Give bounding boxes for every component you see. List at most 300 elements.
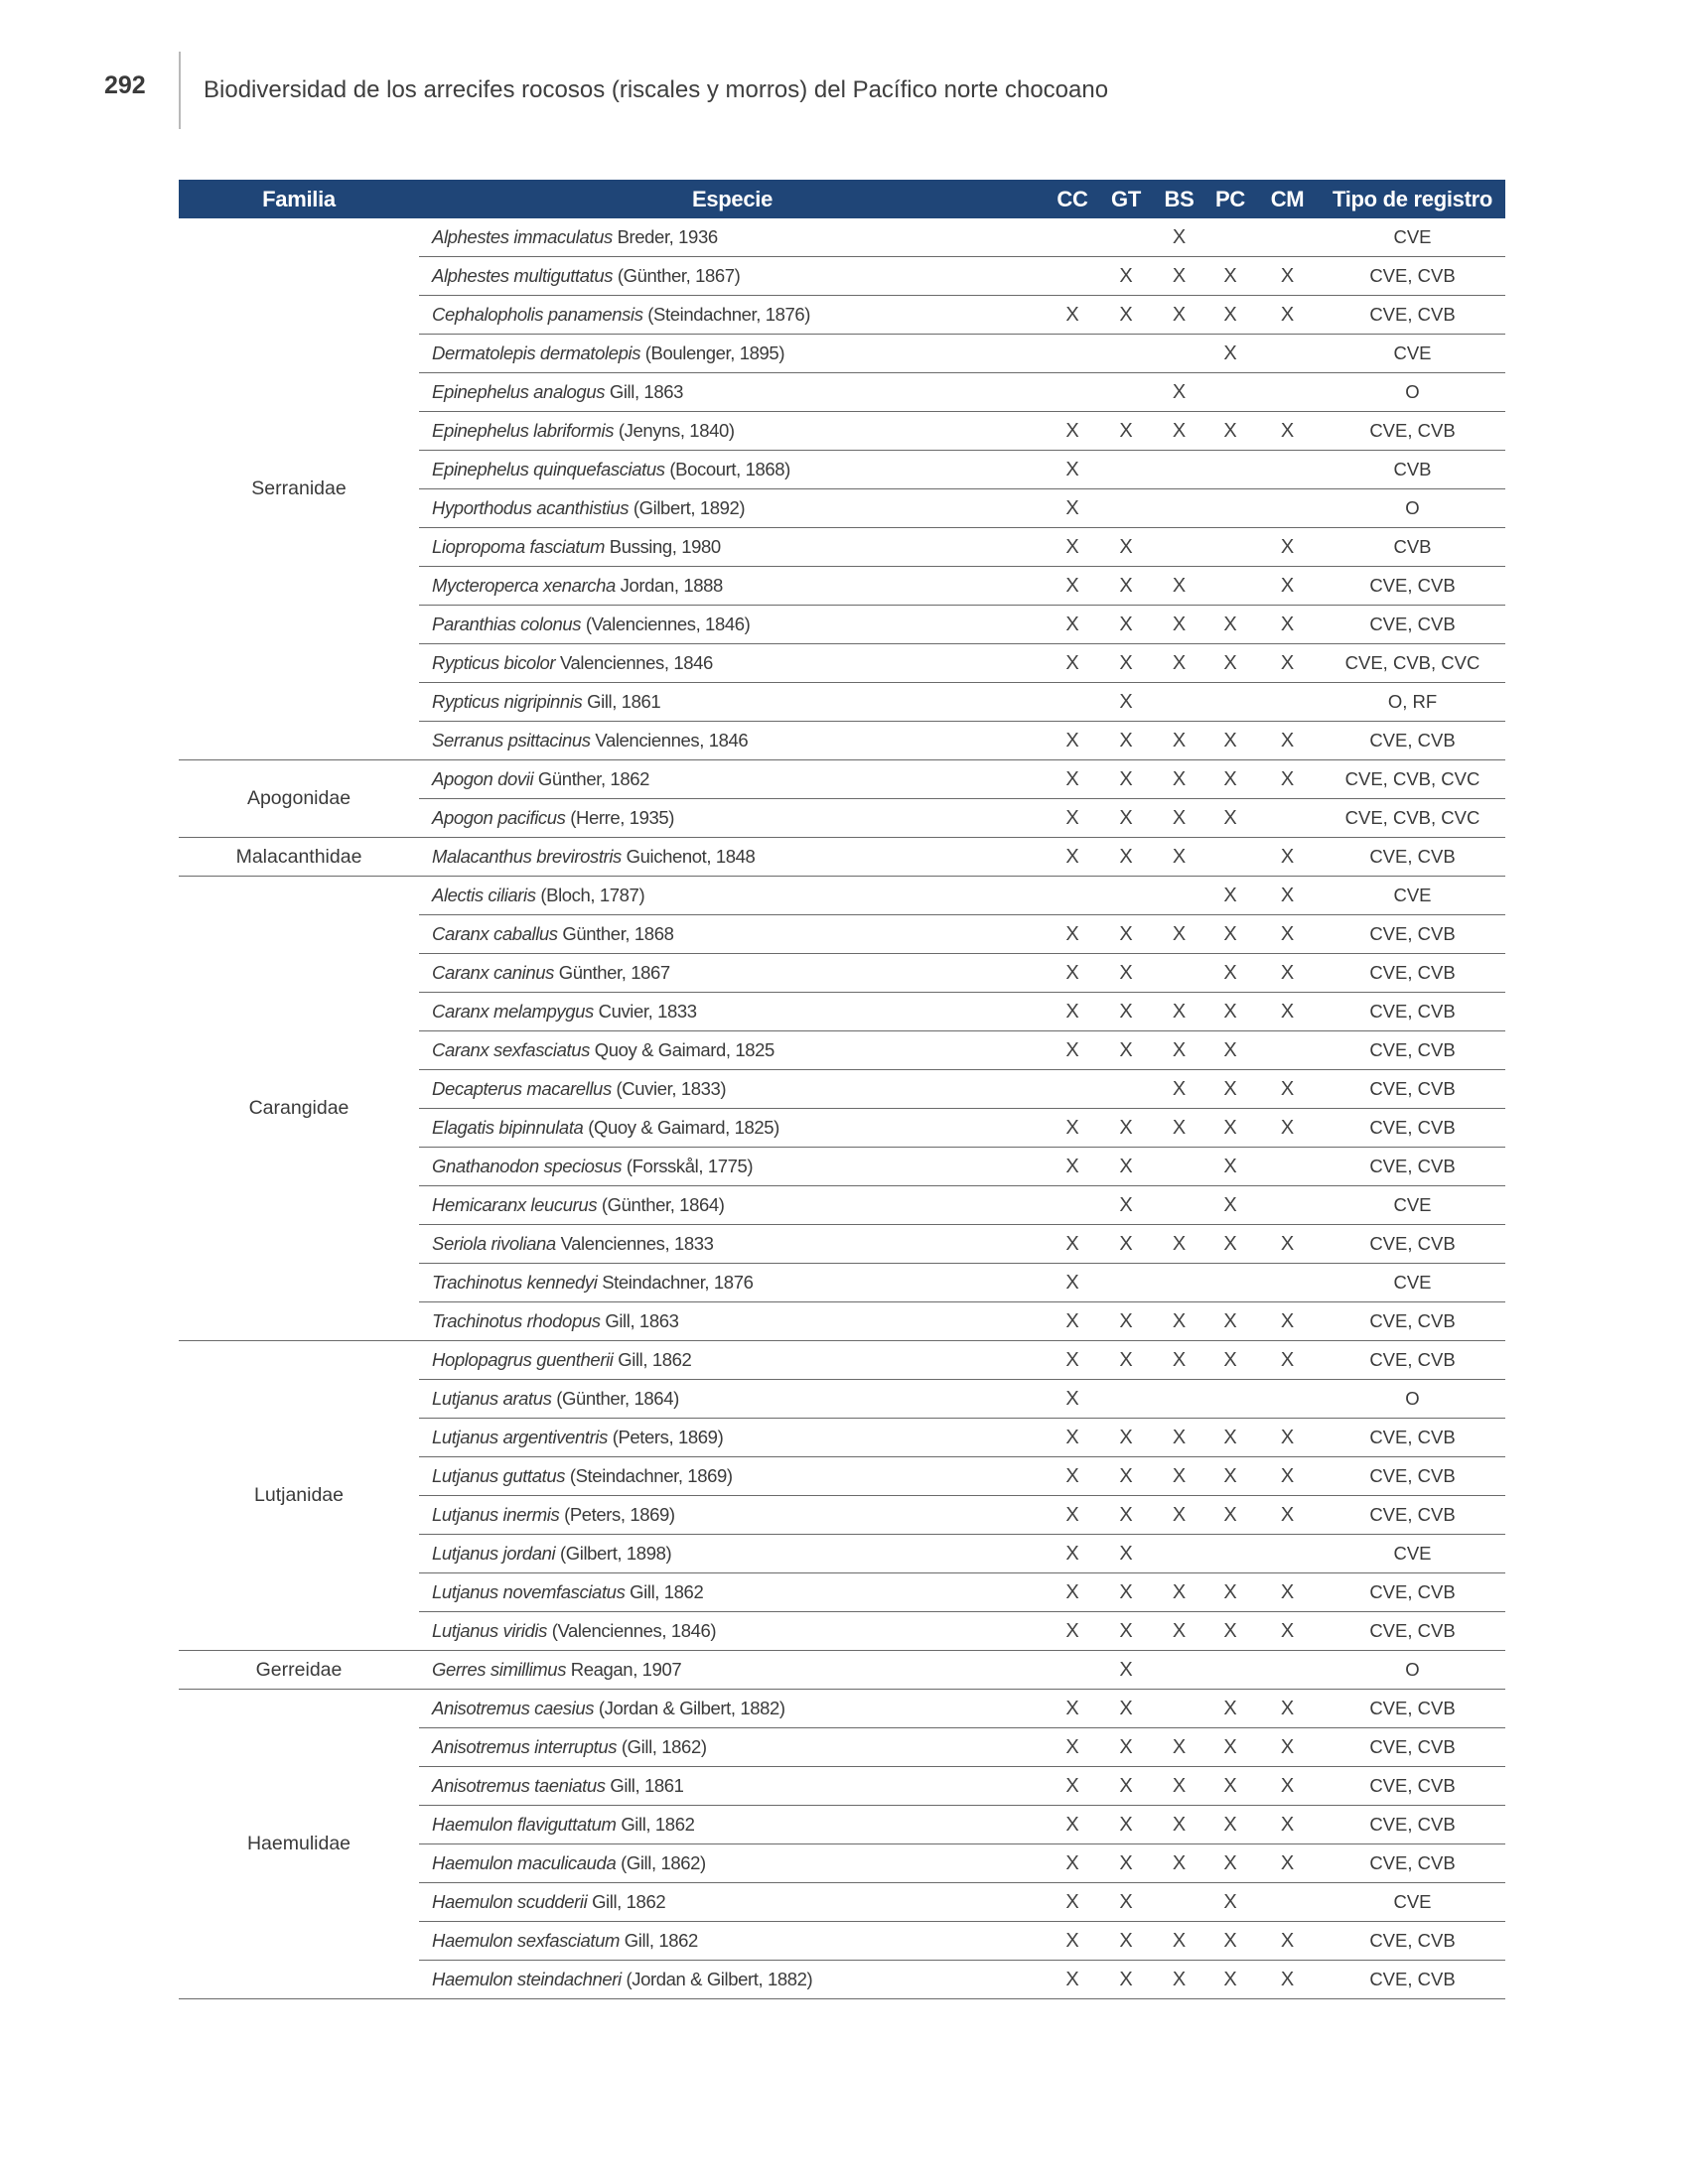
species-cell <box>419 1302 1046 1341</box>
presence-mark-gt: X <box>1099 1961 1153 1999</box>
presence-mark-pc: X <box>1205 1148 1255 1186</box>
family-cell: Gerreidae <box>179 1651 419 1690</box>
page-header <box>0 0 1688 139</box>
species-authority: Günther, 1867 <box>558 962 670 983</box>
species-authority: Quoy & Gaimard, 1825 <box>594 1039 774 1060</box>
column-header: GT <box>1099 180 1153 218</box>
species-authority: (Gilbert, 1898) <box>559 1543 672 1564</box>
species-authority: Gill, 1863 <box>609 381 683 402</box>
column-header: Especie <box>419 180 1046 218</box>
species-binomial: Epinephelus labriformis <box>432 420 615 441</box>
presence-mark-cc: X <box>1046 1148 1099 1186</box>
species-cell <box>419 218 1046 257</box>
column-header: PC <box>1205 180 1255 218</box>
presence-mark-bs <box>1153 1264 1205 1302</box>
presence-mark-gt: X <box>1099 799 1153 838</box>
species-binomial: Apogon pacificus <box>432 807 566 828</box>
species-authority: Steindachner, 1876 <box>602 1272 754 1293</box>
presence-mark-bs: X <box>1153 1341 1205 1380</box>
record-type-cell: CVE, CVB <box>1320 838 1505 877</box>
presence-mark-gt <box>1099 218 1153 257</box>
presence-mark-bs: X <box>1153 915 1205 954</box>
species-authority: (Jenyns, 1840) <box>618 420 735 441</box>
presence-mark-cm: X <box>1255 877 1320 915</box>
presence-mark-cm <box>1255 1380 1320 1419</box>
presence-mark-gt: X <box>1099 1844 1153 1883</box>
presence-mark-gt: X <box>1099 1419 1153 1457</box>
species-authority: (Herre, 1935) <box>570 807 675 828</box>
record-type-cell: O <box>1320 489 1505 528</box>
presence-mark-bs: X <box>1153 1496 1205 1535</box>
presence-mark-gt: X <box>1099 1031 1153 1070</box>
presence-mark-gt <box>1099 1264 1153 1302</box>
presence-mark-bs <box>1153 1148 1205 1186</box>
species-authority: (Peters, 1869) <box>564 1504 675 1525</box>
presence-mark-gt: X <box>1099 1109 1153 1148</box>
species-authority: Gill, 1862 <box>621 1814 695 1835</box>
presence-mark-gt: X <box>1099 1148 1153 1186</box>
record-type-cell: CVE, CVB <box>1320 915 1505 954</box>
presence-mark-cm: X <box>1255 760 1320 799</box>
presence-mark-cm <box>1255 683 1320 722</box>
presence-mark-cm: X <box>1255 1728 1320 1767</box>
column-header: CM <box>1255 180 1320 218</box>
presence-mark-gt: X <box>1099 412 1153 451</box>
presence-mark-cm: X <box>1255 644 1320 683</box>
presence-mark-gt: X <box>1099 838 1153 877</box>
species-cell <box>419 954 1046 993</box>
presence-mark-bs: X <box>1153 218 1205 257</box>
presence-mark-bs: X <box>1153 412 1205 451</box>
species-binomial: Trachinotus kennedyi <box>432 1272 598 1293</box>
page-number: 292 <box>104 71 146 99</box>
presence-mark-cc: X <box>1046 1922 1099 1961</box>
species-cell <box>419 1031 1046 1070</box>
presence-mark-cm: X <box>1255 954 1320 993</box>
species-authority: (Gill, 1862) <box>621 1736 707 1757</box>
presence-mark-cc: X <box>1046 722 1099 760</box>
presence-mark-pc: X <box>1205 257 1255 296</box>
presence-mark-gt <box>1099 451 1153 489</box>
presence-mark-cm: X <box>1255 1844 1320 1883</box>
species-binomial: Elagatis bipinnulata <box>432 1117 584 1138</box>
species-cell <box>419 644 1046 683</box>
presence-mark-cc: X <box>1046 838 1099 877</box>
record-type-cell: CVE, CVB <box>1320 954 1505 993</box>
presence-mark-cm: X <box>1255 1070 1320 1109</box>
record-type-cell: CVE <box>1320 218 1505 257</box>
presence-mark-pc <box>1205 1651 1255 1690</box>
species-cell <box>419 1496 1046 1535</box>
species-cell <box>419 838 1046 877</box>
presence-mark-gt <box>1099 1380 1153 1419</box>
presence-mark-pc: X <box>1205 1728 1255 1767</box>
record-type-cell: CVE, CVB <box>1320 722 1505 760</box>
presence-mark-cc <box>1046 373 1099 412</box>
record-type-cell: CVB <box>1320 528 1505 567</box>
species-authority: Gill, 1861 <box>587 691 661 712</box>
species-binomial: Mycteroperca xenarcha <box>432 575 616 596</box>
presence-mark-bs: X <box>1153 606 1205 644</box>
presence-mark-cm: X <box>1255 1109 1320 1148</box>
record-type-cell: CVE, CVB <box>1320 1961 1505 1999</box>
species-authority: (Gill, 1862) <box>621 1852 706 1873</box>
species-authority: (Steindachner, 1876) <box>647 304 811 325</box>
record-type-cell: CVE, CVB, CVC <box>1320 644 1505 683</box>
presence-mark-gt <box>1099 1070 1153 1109</box>
species-cell <box>419 1728 1046 1767</box>
presence-mark-bs <box>1153 1883 1205 1922</box>
presence-mark-gt <box>1099 373 1153 412</box>
record-type-cell: CVB <box>1320 451 1505 489</box>
presence-mark-gt: X <box>1099 1496 1153 1535</box>
species-cell <box>419 1341 1046 1380</box>
species-binomial: Caranx melampygus <box>432 1001 594 1022</box>
record-type-cell: CVE, CVB <box>1320 1341 1505 1380</box>
record-type-cell: CVE, CVB <box>1320 1612 1505 1651</box>
species-cell <box>419 1535 1046 1573</box>
species-cell <box>419 489 1046 528</box>
presence-mark-cm <box>1255 1031 1320 1070</box>
presence-mark-bs: X <box>1153 1844 1205 1883</box>
presence-mark-cc: X <box>1046 644 1099 683</box>
presence-mark-gt: X <box>1099 644 1153 683</box>
presence-mark-cc: X <box>1046 954 1099 993</box>
species-authority: (Bloch, 1787) <box>540 885 645 905</box>
species-cell <box>419 1806 1046 1844</box>
record-type-cell: O <box>1320 1380 1505 1419</box>
record-type-cell: CVE, CVB <box>1320 1806 1505 1844</box>
presence-mark-cc <box>1046 335 1099 373</box>
presence-mark-cm: X <box>1255 722 1320 760</box>
presence-mark-cc: X <box>1046 1225 1099 1264</box>
record-type-cell: CVE <box>1320 335 1505 373</box>
presence-mark-bs: X <box>1153 567 1205 606</box>
species-binomial: Caranx sexfasciatus <box>432 1039 590 1060</box>
presence-mark-pc: X <box>1205 1109 1255 1148</box>
record-type-cell: CVE, CVB <box>1320 257 1505 296</box>
presence-mark-cm: X <box>1255 1457 1320 1496</box>
presence-mark-cm: X <box>1255 606 1320 644</box>
presence-mark-pc <box>1205 567 1255 606</box>
species-binomial: Apogon dovii <box>432 768 534 789</box>
species-cell <box>419 257 1046 296</box>
species-authority: (Bocourt, 1868) <box>669 459 790 479</box>
presence-mark-bs: X <box>1153 1225 1205 1264</box>
species-binomial: Alectis ciliaris <box>432 885 536 905</box>
species-cell <box>419 1264 1046 1302</box>
presence-mark-cc: X <box>1046 1302 1099 1341</box>
species-authority: (Steindachner, 1869) <box>569 1465 733 1486</box>
presence-mark-cc: X <box>1046 1767 1099 1806</box>
presence-mark-pc: X <box>1205 1922 1255 1961</box>
presence-mark-cc: X <box>1046 1844 1099 1883</box>
family-cell: Serranidae <box>179 218 419 760</box>
presence-mark-pc: X <box>1205 799 1255 838</box>
species-cell <box>419 335 1046 373</box>
table-row <box>179 1341 1505 1380</box>
species-authority: (Valenciennes, 1846) <box>585 614 751 634</box>
presence-mark-cc: X <box>1046 1031 1099 1070</box>
presence-mark-cm: X <box>1255 567 1320 606</box>
presence-mark-cc: X <box>1046 1690 1099 1728</box>
record-type-cell: CVE, CVB <box>1320 1690 1505 1728</box>
record-type-cell: CVE <box>1320 1186 1505 1225</box>
species-authority: (Günther, 1864) <box>556 1388 679 1409</box>
table-row <box>179 218 1505 257</box>
presence-mark-cc: X <box>1046 915 1099 954</box>
presence-mark-bs: X <box>1153 1302 1205 1341</box>
species-authority: Valenciennes, 1833 <box>560 1233 714 1254</box>
presence-mark-cc: X <box>1046 1728 1099 1767</box>
species-binomial: Haemulon steindachneri <box>432 1969 622 1989</box>
species-cell <box>419 296 1046 335</box>
presence-mark-cc: X <box>1046 1612 1099 1651</box>
species-authority: Gill, 1862 <box>618 1349 692 1370</box>
presence-mark-pc <box>1205 218 1255 257</box>
family-cell: Haemulidae <box>179 1690 419 1999</box>
species-binomial: Serranus psittacinus <box>432 730 591 751</box>
species-binomial: Decapterus macarellus <box>432 1078 612 1099</box>
species-cell <box>419 451 1046 489</box>
species-authority: (Cuvier, 1833) <box>616 1078 727 1099</box>
presence-mark-cm <box>1255 1186 1320 1225</box>
presence-mark-cc: X <box>1046 1341 1099 1380</box>
column-header: Tipo de registro <box>1320 180 1505 218</box>
header-divider <box>179 52 181 129</box>
presence-mark-pc: X <box>1205 1341 1255 1380</box>
presence-mark-gt: X <box>1099 1806 1153 1844</box>
record-type-cell: CVE <box>1320 1883 1505 1922</box>
species-binomial: Lutjanus jordani <box>432 1543 556 1564</box>
presence-mark-pc <box>1205 1535 1255 1573</box>
species-binomial: Dermatolepis dermatolepis <box>432 342 641 363</box>
presence-mark-cm: X <box>1255 412 1320 451</box>
species-cell <box>419 877 1046 915</box>
species-binomial: Haemulon flaviguttatum <box>432 1814 617 1835</box>
presence-mark-bs: X <box>1153 760 1205 799</box>
species-cell <box>419 1109 1046 1148</box>
species-binomial: Alphestes immaculatus <box>432 226 613 247</box>
record-type-cell: CVE, CVB <box>1320 1728 1505 1767</box>
presence-mark-pc: X <box>1205 993 1255 1031</box>
presence-mark-cc <box>1046 218 1099 257</box>
species-cell <box>419 1573 1046 1612</box>
record-type-cell: CVE <box>1320 1535 1505 1573</box>
species-authority: Gill, 1863 <box>605 1310 679 1331</box>
presence-mark-bs: X <box>1153 1419 1205 1457</box>
species-authority: Gill, 1861 <box>610 1775 684 1796</box>
species-binomial: Malacanthus brevirostris <box>432 846 622 867</box>
presence-mark-cm: X <box>1255 1341 1320 1380</box>
presence-mark-cc: X <box>1046 799 1099 838</box>
presence-mark-cm: X <box>1255 1302 1320 1341</box>
presence-mark-cm: X <box>1255 1922 1320 1961</box>
species-cell <box>419 1883 1046 1922</box>
species-binomial: Seriola rivoliana <box>432 1233 556 1254</box>
presence-mark-bs: X <box>1153 1070 1205 1109</box>
species-authority: Cuvier, 1833 <box>598 1001 697 1022</box>
species-cell <box>419 373 1046 412</box>
species-authority: Gill, 1862 <box>630 1581 704 1602</box>
record-type-cell: CVE, CVB <box>1320 1031 1505 1070</box>
species-authority: (Günther, 1867) <box>617 265 741 286</box>
presence-mark-bs: X <box>1153 722 1205 760</box>
presence-mark-gt <box>1099 335 1153 373</box>
presence-mark-bs: X <box>1153 1457 1205 1496</box>
species-cell <box>419 1651 1046 1690</box>
record-type-cell: CVE, CVB <box>1320 1419 1505 1457</box>
species-binomial: Anisotremus caesius <box>432 1698 595 1718</box>
species-cell <box>419 915 1046 954</box>
presence-mark-pc: X <box>1205 1225 1255 1264</box>
presence-mark-gt: X <box>1099 683 1153 722</box>
presence-mark-cm: X <box>1255 1961 1320 1999</box>
species-binomial: Lutjanus guttatus <box>432 1465 566 1486</box>
record-type-cell: O <box>1320 373 1505 412</box>
species-cell <box>419 528 1046 567</box>
presence-mark-bs: X <box>1153 1961 1205 1999</box>
species-binomial: Lutjanus argentiventris <box>432 1427 608 1447</box>
species-binomial: Hemicaranx leucurus <box>432 1194 598 1215</box>
presence-mark-cm: X <box>1255 1419 1320 1457</box>
presence-mark-pc: X <box>1205 954 1255 993</box>
species-cell <box>419 760 1046 799</box>
record-type-cell: CVE, CVB <box>1320 993 1505 1031</box>
species-binomial: Caranx caballus <box>432 923 558 944</box>
species-cell <box>419 1380 1046 1419</box>
species-binomial: Liopropoma fasciatum <box>432 536 606 557</box>
presence-mark-gt: X <box>1099 1341 1153 1380</box>
record-type-cell: CVE, CVB <box>1320 412 1505 451</box>
presence-mark-cc: X <box>1046 1573 1099 1612</box>
presence-mark-cc: X <box>1046 1109 1099 1148</box>
column-header: CC <box>1046 180 1099 218</box>
presence-mark-cc: X <box>1046 528 1099 567</box>
presence-mark-bs: X <box>1153 257 1205 296</box>
presence-mark-bs: X <box>1153 1109 1205 1148</box>
presence-mark-gt <box>1099 877 1153 915</box>
family-cell: Carangidae <box>179 877 419 1341</box>
presence-mark-bs <box>1153 1535 1205 1573</box>
presence-mark-pc: X <box>1205 1883 1255 1922</box>
presence-mark-cc: X <box>1046 993 1099 1031</box>
presence-mark-bs: X <box>1153 373 1205 412</box>
presence-mark-cc <box>1046 877 1099 915</box>
presence-mark-cm <box>1255 335 1320 373</box>
presence-mark-cc: X <box>1046 1264 1099 1302</box>
species-cell <box>419 1961 1046 1999</box>
record-type-cell: CVE, CVB <box>1320 1573 1505 1612</box>
presence-mark-pc: X <box>1205 1690 1255 1728</box>
species-cell <box>419 412 1046 451</box>
species-cell <box>419 567 1046 606</box>
species-authority: Valenciennes, 1846 <box>559 652 713 673</box>
presence-mark-pc <box>1205 528 1255 567</box>
presence-mark-cm <box>1255 218 1320 257</box>
species-authority: Valenciennes, 1846 <box>595 730 749 751</box>
presence-mark-pc: X <box>1205 1070 1255 1109</box>
family-cell: Lutjanidae <box>179 1341 419 1651</box>
species-authority: (Peters, 1869) <box>612 1427 724 1447</box>
presence-mark-bs: X <box>1153 644 1205 683</box>
species-binomial: Anisotremus taeniatus <box>432 1775 606 1796</box>
species-cell <box>419 606 1046 644</box>
record-type-cell: CVE <box>1320 877 1505 915</box>
species-binomial: Paranthias colonus <box>432 614 582 634</box>
presence-mark-cm: X <box>1255 1225 1320 1264</box>
species-authority: (Quoy & Gaimard, 1825) <box>588 1117 779 1138</box>
presence-mark-gt <box>1099 489 1153 528</box>
presence-mark-gt: X <box>1099 1690 1153 1728</box>
species-binomial: Lutjanus viridis <box>432 1620 547 1641</box>
family-cell: Apogonidae <box>179 760 419 838</box>
presence-mark-pc: X <box>1205 915 1255 954</box>
presence-mark-pc <box>1205 838 1255 877</box>
species-binomial: Anisotremus interruptus <box>432 1736 618 1757</box>
presence-mark-cc: X <box>1046 1496 1099 1535</box>
presence-mark-bs: X <box>1153 838 1205 877</box>
presence-mark-bs: X <box>1153 1573 1205 1612</box>
presence-mark-gt: X <box>1099 915 1153 954</box>
species-authority: Gill, 1862 <box>592 1891 666 1912</box>
presence-mark-cc <box>1046 1070 1099 1109</box>
presence-mark-pc: X <box>1205 877 1255 915</box>
presence-mark-cm <box>1255 1535 1320 1573</box>
presence-mark-cm <box>1255 1148 1320 1186</box>
species-cell <box>419 1690 1046 1728</box>
record-type-cell: CVE, CVB <box>1320 1767 1505 1806</box>
presence-mark-gt: X <box>1099 1651 1153 1690</box>
species-cell <box>419 993 1046 1031</box>
presence-mark-cc <box>1046 257 1099 296</box>
record-type-cell: CVE, CVB <box>1320 296 1505 335</box>
presence-mark-cm: X <box>1255 1573 1320 1612</box>
presence-mark-pc: X <box>1205 1612 1255 1651</box>
species-binomial: Gnathanodon speciosus <box>432 1156 623 1176</box>
record-type-cell: O <box>1320 1651 1505 1690</box>
record-type-cell: CVE, CVB, CVC <box>1320 760 1505 799</box>
species-authority: Bussing, 1980 <box>609 536 721 557</box>
presence-mark-gt: X <box>1099 993 1153 1031</box>
presence-mark-cm: X <box>1255 1806 1320 1844</box>
presence-mark-pc <box>1205 683 1255 722</box>
presence-mark-cc: X <box>1046 1806 1099 1844</box>
species-cell <box>419 1844 1046 1883</box>
species-cell <box>419 1148 1046 1186</box>
presence-mark-cm <box>1255 1264 1320 1302</box>
presence-mark-cc: X <box>1046 1883 1099 1922</box>
presence-mark-cm: X <box>1255 528 1320 567</box>
presence-mark-gt: X <box>1099 1728 1153 1767</box>
presence-mark-pc: X <box>1205 1302 1255 1341</box>
presence-mark-cm <box>1255 799 1320 838</box>
presence-mark-gt: X <box>1099 1457 1153 1496</box>
species-authority: Reagan, 1907 <box>570 1659 682 1680</box>
presence-mark-cc: X <box>1046 412 1099 451</box>
species-cell <box>419 799 1046 838</box>
table-body <box>179 218 1505 1999</box>
species-cell <box>419 683 1046 722</box>
presence-mark-pc: X <box>1205 606 1255 644</box>
presence-mark-gt: X <box>1099 1883 1153 1922</box>
species-binomial: Haemulon scudderii <box>432 1891 588 1912</box>
species-authority: Jordan, 1888 <box>620 575 723 596</box>
species-cell <box>419 1922 1046 1961</box>
table-row <box>179 760 1505 799</box>
presence-mark-gt: X <box>1099 1922 1153 1961</box>
presence-mark-cm: X <box>1255 1767 1320 1806</box>
